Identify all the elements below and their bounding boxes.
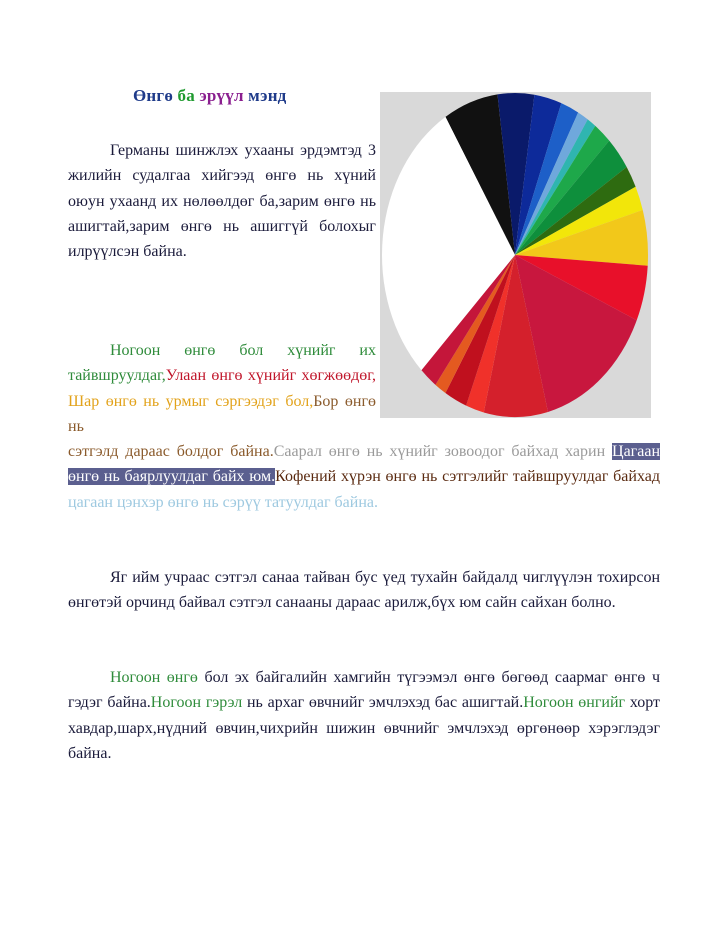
- title-word-1: Өнгө: [133, 86, 174, 105]
- coffee-text: Кофений хүрэн өнгө нь сэтгэлийг тайвшруулдаг байхад: [275, 468, 660, 486]
- text-3: хорт хавдар,шарх,нүдний өвчин,чихрийн шижин өвчнийг эмчлэхэд өргөнөөр хэрэглэдэг байна.: [68, 694, 661, 762]
- brown-text-a: Бор өнгө нь: [68, 392, 377, 435]
- title-word-2: ба: [177, 86, 195, 105]
- red-text: Улаан өнгө хүнийг хөгжөөдөг,: [165, 367, 376, 385]
- light-blue-text: цагаан цэнхэр өнгө нь сэрүү татуулдаг байна.: [68, 493, 378, 511]
- paragraph-colors-continued: [68, 439, 660, 515]
- gray-text: Саарал өнгө нь хүнийг зовоодог байхад харин: [273, 443, 613, 460]
- document-title: [133, 86, 286, 106]
- text-1: бол эх байгалийн хамгийн түгээмэл өнгө бөгөөд саармаг өнгө ч гэдэг байна.: [68, 669, 661, 712]
- paragraph-green: [68, 665, 660, 766]
- green-phrase-3: Ногоон өнгийг: [523, 694, 626, 712]
- paragraph-colors: [68, 338, 376, 439]
- green-phrase-2: Ногоон гэрэл: [150, 694, 243, 712]
- brown-text-b: сэтгэлд дараас болдог байна.: [68, 443, 274, 460]
- green-phrase-1: Ногоон өнгө: [110, 669, 198, 686]
- text-2: нь архаг өвчнийг эмчлэхэд бас ашигтай.: [242, 694, 524, 712]
- paragraph-intro: Германы шинжлэх ухааны эрдэмтэд 3 жилийн судалгаа хийгээд өнгө нь хүний оюун ухаанд их нөлөөлдөг ба,зарим өнгө нь ашигтай,зарим өнгө нь ашиггүй болохыг илрүүлсэн байна.: [68, 142, 376, 261]
- white-highlight-text: Цагаан өнгө нь баярлуулдаг байх юм.: [68, 443, 660, 486]
- pie-svg: [380, 92, 651, 418]
- color-pie-chart: [380, 92, 651, 418]
- paragraph-calm: Яг ийм учраас сэтгэл санаа тайван бус үед тухайн байдалд чиглүүлэн тохирсон өнгөтэй орчинд байвал сэтгэл санааны дараас арилж,бүх юм сайн сайхан болно.: [68, 569, 660, 612]
- green-text: Ногоон өнгө бол хүнийг их тайвшруулдаг,: [68, 342, 376, 385]
- title-word-3: эрүүл: [199, 86, 244, 105]
- title-word-4: мэнд: [248, 86, 287, 105]
- yellow-text: Шар өнгө нь урмыг сэргээдэг бол,: [68, 392, 314, 410]
